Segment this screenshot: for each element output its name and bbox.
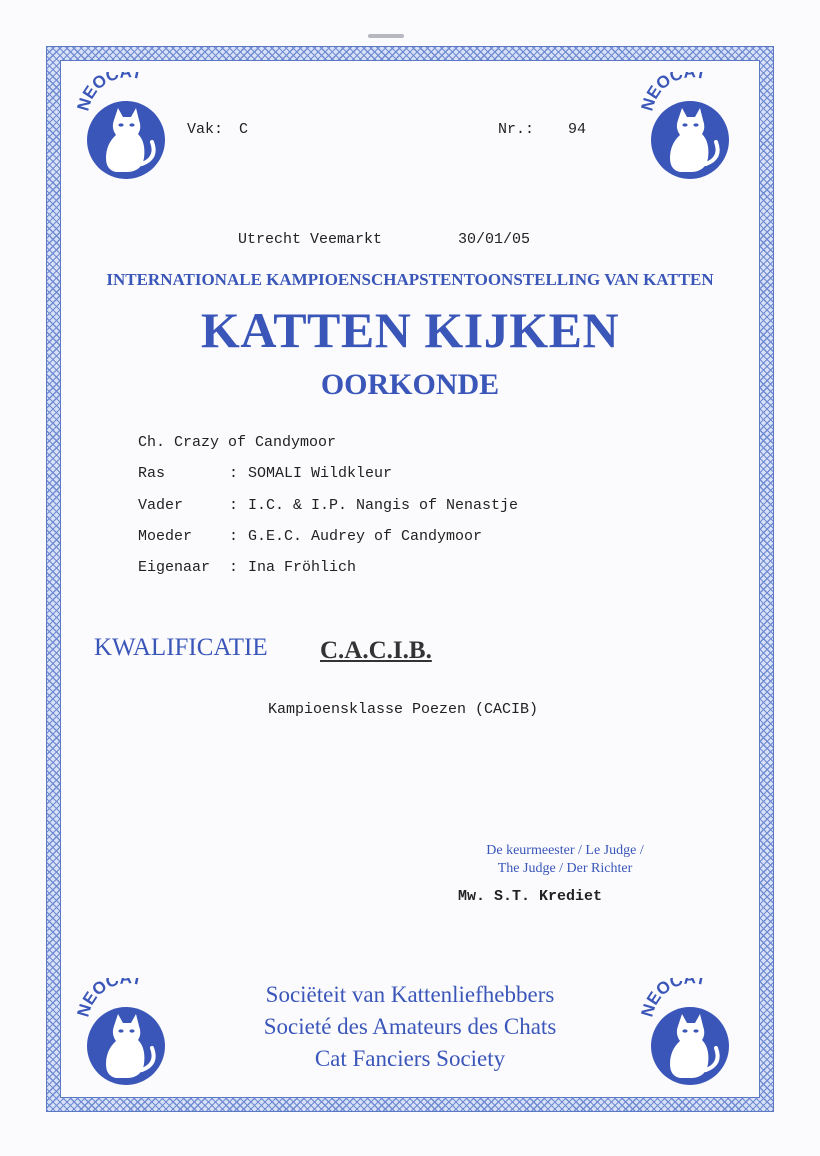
neocat-logo-text: EOC T (78, 72, 145, 103)
neocat-logo-text: EOC T (78, 978, 145, 1009)
field-separator: : (229, 559, 239, 576)
field-value-moeder: G.E.C. Audrey of Candymoor (248, 528, 483, 545)
field-separator: : (229, 528, 239, 545)
certificate-title: OORKONDE (320, 368, 500, 401)
event-subtitle: INTERNATIONALE KAMPIOENSCHAPSTENTOONSTELLING VAN KATTEN (106, 270, 714, 289)
field-label-ras: Ras (138, 465, 166, 482)
judge-name: Mw. S.T. Krediet (458, 888, 603, 905)
neocat-logo-top-left (76, 72, 176, 182)
judge-caption (440, 842, 690, 878)
neocat-logo-graphic (76, 72, 176, 182)
vak-label: Vak: (187, 121, 224, 138)
nr-label: Nr.: (498, 121, 535, 138)
neocat-logo-graphic (640, 72, 740, 182)
field-value-eigenaar: Ina Fröhlich (248, 559, 357, 576)
event-date: 30/01/05 (458, 231, 531, 248)
field-label-moeder: Moeder (138, 528, 193, 545)
smudge-mark (368, 34, 404, 38)
society-name-dutch: Sociëteit van Kattenliefhebbers (265, 982, 555, 1007)
certificate-panel (60, 60, 760, 1098)
field-value-ras: SOMALI Wildkleur (248, 465, 393, 482)
qualification-class: Kampioensklasse Poezen (CACIB) (268, 701, 539, 718)
field-label-vader: Vader (138, 497, 184, 514)
event-location: Utrecht Veemarkt (238, 231, 383, 248)
field-separator: : (229, 497, 239, 514)
field-label-eigenaar: Eigenaar (138, 559, 211, 576)
field-separator: : (229, 465, 239, 482)
qualification-value: C.A.C.I.B. (320, 637, 432, 664)
judge-caption-line2: The Judge / Der Richter (497, 861, 633, 876)
neocat-logo-text: EOC T (642, 978, 709, 1009)
society-name-french: Societé des Amateurs des Chats (263, 1014, 557, 1039)
judge-caption-line1: De keurmeester / Le Judge / (486, 843, 644, 858)
neocat-logo-top-right (640, 72, 740, 182)
cat-name: Ch. Crazy of Candymoor (138, 434, 337, 451)
neocat-logo-text: EOC T (642, 72, 709, 103)
field-value-vader: I.C. & I.P. Nangis of Nenastje (248, 497, 519, 514)
society-name-english: Cat Fanciers Society (314, 1046, 506, 1071)
event-title: KATTEN KIJKEN (200, 302, 620, 358)
qualification-label: KWALIFICATIE (94, 634, 268, 661)
nr-value: 94 (568, 121, 587, 138)
vak-value: C (239, 121, 249, 138)
